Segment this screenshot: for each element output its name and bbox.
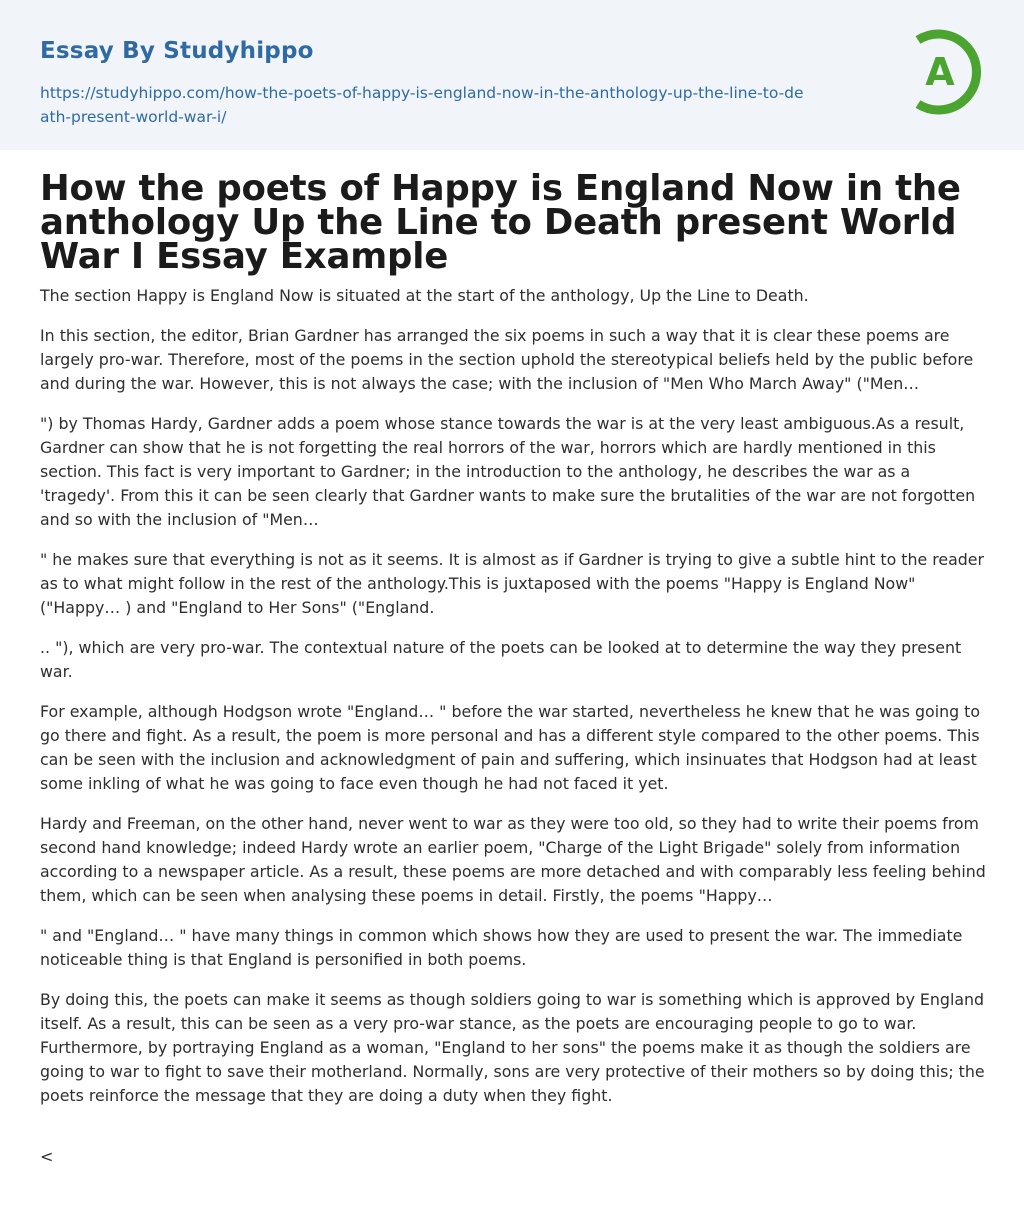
paragraph: .. "), which are very pro-war. The contextual nature of the poets can be looked at to determine the way they present war.	[40, 638, 962, 681]
paragraph: For example, although Hodgson wrote "England… " before the war started, nevertheless he knew that he was going to go there and fight. As a result, the poem is more personal and has a different style compared to the other poems. This can be seen with the inclusion and acknowledgment of pain and suffering, which insinuates that Hodgson had at least some inkling of what he was going to face even though he had not faced it yet.	[40, 702, 981, 793]
paragraph: In this section, the editor, Brian Gardner has arranged the six poems in such a way that it is clear these poems are largely pro-war. Therefore, most of the poems in the section uphold the stereotypical beliefs held by the public before and during the war. However, this is not always the case; with the inclusion of "Men Who March Away" ("Men…	[40, 326, 974, 393]
paragraph: ") by Thomas Hardy, Gardner adds a poem whose stance towards the war is at the very least ambiguous.As a result, Gardner can show that he is not forgetting the real horrors of the war, horrors which are hardly mentioned in this section. This fact is very important to Gardner; in the introduction to the anthology, he describes the war as a 'tragedy'. From this it can be seen clearly that Gardner wants to make sure the brutalities of the war are not forgotten and so with the inclusion of "Men…	[40, 414, 976, 529]
paragraph: " and "England… " have many things in common which shows how they are used to present the war. The immediate noticeable thing is that England is personified in both poems.	[40, 926, 963, 969]
paragraph: " he makes sure that everything is not as it seems. It is almost as if Gardner is trying to give a subtle hint to the reader as to what might follow in the rest of the anthology.This is juxtaposed with the poems "Happy is England Now" ("Happy… ) and "England to Her Sons" ("England.	[40, 550, 985, 617]
article	[40, 168, 988, 1124]
source-url-link[interactable]: https://studyhippo.com/how-the-poets-of-happy-is-england-now-in-the-anthology-up-the-line-to-death-present-world-war-i/	[40, 84, 804, 126]
logo-letter: A	[925, 50, 955, 94]
paragraph: By doing this, the poets can make it seems as though soldiers going to war is something which is approved by England itself. As a result, this can be seen as a very pro-war stance, as the poets are encouraging people to go to war. Furthermore, by portraying England as a woman, "England to her sons" the poems make it as though the soldiers are going to war to fight to save their motherland. Normally, sons are very protective of their mothers so by doing this; the poets reinforce the message that they are doing a duty when they fight.	[40, 990, 985, 1105]
previous-page-link[interactable]: <	[40, 1147, 54, 1166]
site-title[interactable]: Essay By Studyhippo	[40, 38, 314, 64]
paragraph: Hardy and Freeman, on the other hand, never went to war as they were too old, so they had to write their poems from second hand knowledge; indeed Hardy wrote an earlier poem, "Charge of the Light Brigade" solely from information according to a newspaper article. As a result, these poems are more detached and with comparably less feeling behind them, which can be seen when analysing these poems in detail. Firstly, the poems "Happy…	[40, 814, 986, 905]
site-header	[0, 0, 1024, 150]
paragraph: The section Happy is England Now is situated at the start of the anthology, Up the Line to Death.	[40, 286, 809, 305]
studyhippo-logo-icon[interactable]	[904, 28, 988, 116]
page-title: How the poets of Happy is England Now in the anthology Up the Line to Death present World War I Essay Example	[40, 168, 961, 277]
